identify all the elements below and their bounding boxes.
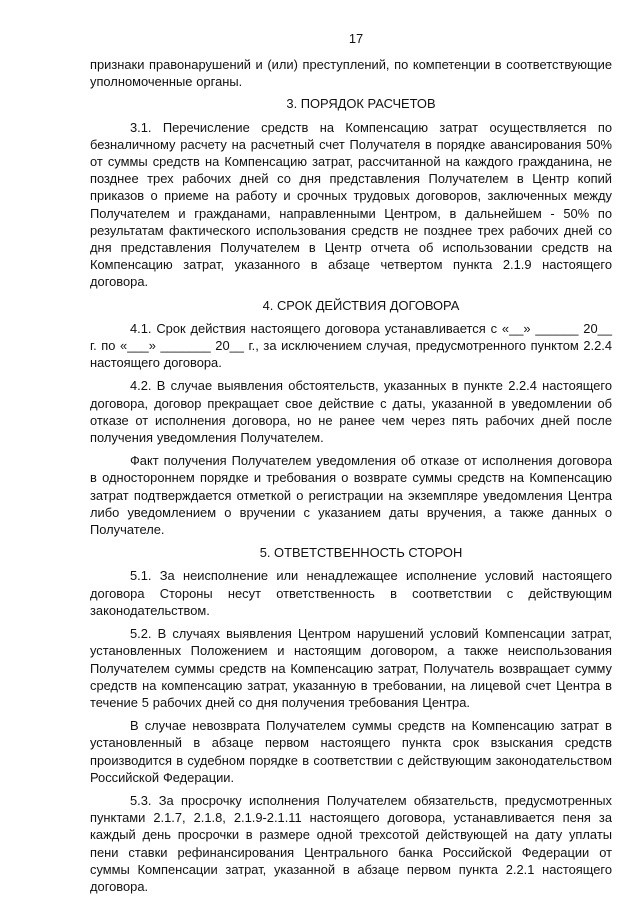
section-3-paragraph-1: 3.1. Перечисление средств на Компенсацию затрат осуществляется по безналичному расчету на расчетный счет Получателя в порядке авансирования 50% от суммы средств на Компенсацию затрат, рассчитанной на каждого гражданина, не позднее трех рабочих дней со дня представления Получателем в Центр копий приказов о приеме на работу и срочных трудовых договоров, заключенных между Получателем и гражданами, направленными Центром, в дальнейшем - 50% по результатам фактического использования средств не позднее трех рабочих дней со дня представления Получателем в Центр отчета об использовании средств на Компенсацию затрат, указанного в абзаце четвертом пункта 2.1.9 настоящего договора. [90, 119, 612, 290]
document-page [90, 30, 612, 901]
section-4-paragraph-3: Факт получения Получателем уведомления об отказе от исполнения договора в одностороннем порядке и требования о возврате суммы средств на Компенсацию затрат подтверждается отметкой о регистрации на экземпляре уведомления Центра либо уведомлением о вручении с указанием даты вручения, а также данных о Получателе. [90, 453, 612, 538]
section-3-title: 3. ПОРЯДОК РАСЧЕТОВ [286, 96, 436, 112]
section-5-title: 5. ОТВЕТСТВЕННОСТЬ СТОРОН [259, 545, 463, 561]
page-number: 17 [348, 31, 364, 46]
section-5-paragraph-2: 5.2. В случаях выявления Центром нарушений условий Компенсации затрат, установленных Положением и настоящим договором, а также неиспользования Получателем суммы средств на Компенсацию затрат, Получатель возвращает сумму средств на компенсацию затрат, указанную в требовании, на лицевой счет Центра в течение 5 рабочих дней со дня получения требования Центра. [90, 626, 612, 710]
section-4-title: 4. СРОК ДЕЙСТВИЯ ДОГОВОРА [262, 297, 460, 313]
continuation-paragraph: признаки правонарушений и (или) преступлений, по компетенции в соответствующие уполномоченные органы. [90, 57, 612, 90]
section-5-paragraph-1: 5.1. За неисполнение или ненадлежащее исполнение условий настоящего договора Стороны несут ответственность в соответствии с действующим законодательством. [90, 568, 612, 618]
section-4-paragraph-1: 4.1. Срок действия настоящего договора устанавливается с «__» ______ 20__ г. по «___» _______ 20__ г., за исключением случая, предусмотренного пунктом 2.2.4 настоящего договора. [90, 320, 612, 371]
section-4-paragraph-2: 4.2. В случае выявления обстоятельств, указанных в пункте 2.2.4 настоящего договора, договор прекращает свое действие с даты, указанной в уведомлении об отказе от исполнения договора, но не ранее чем через пять рабочих дней после получения уведомления Получателем. [90, 378, 612, 446]
section-5-paragraph-3: В случае невозврата Получателем суммы средств на Компенсацию затрат в установленный в абзаце первом настоящего пункта срок взыскания средств производится в судебном порядке в соответствии с действующим законодательством Российской Федерации. [90, 718, 612, 785]
section-5-paragraph-4: 5.3. За просрочку исполнения Получателем обязательств, предусмотренных пунктами 2.1.7, 2.1.8, 2.1.9-2.1.11 настоящего договора, устанавливается пеня за каждый день просрочки в размере одной трехсотой действующей на дату уплаты пени ставки рефинансирования Центрального банка Российской Федерации от суммы Компенсации затрат, указанной в абзаце первом пункта 2.2.1 настоящего договора. [90, 792, 612, 894]
